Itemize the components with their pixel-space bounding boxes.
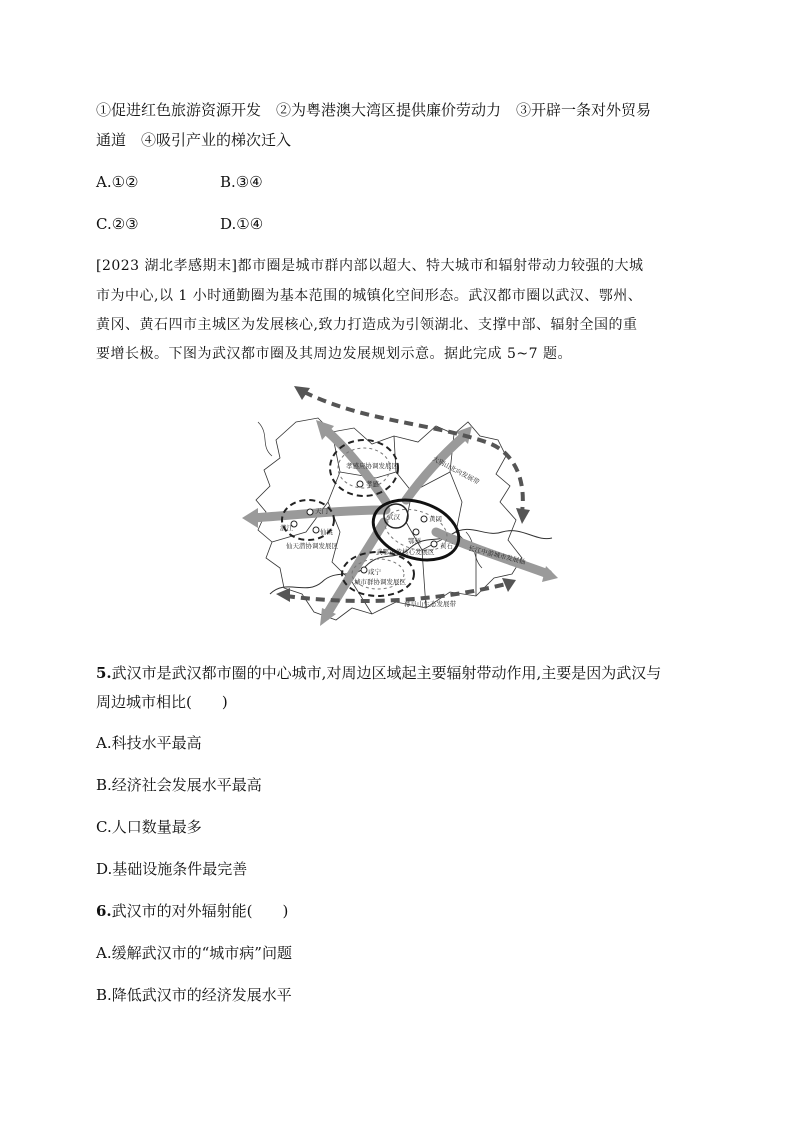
q5-option-d[interactable]: D.基础设施条件最完善 (96, 860, 248, 878)
xiaogan-dot (357, 481, 363, 487)
q4-options-line-2: 通道 ④吸引产业的梯次迁入 (96, 131, 292, 149)
label-tianmen: 天门 (315, 507, 328, 515)
huanggang-dot (421, 516, 427, 522)
q4-choice-d[interactable]: D.①④ (220, 215, 264, 233)
label-huanggang: 黄冈 (429, 515, 442, 523)
intro-line-4: 要增长极。下图为武汉都市圈及其周边发展规划示意。据此完成 5~7 题。 (96, 346, 572, 362)
q5-stem-line-2: 周边城市相比( ) (96, 693, 228, 711)
tianmen-dot (307, 509, 313, 515)
label-south-zone: 城市群协调发展区 (354, 578, 406, 586)
q6-number: 6. (96, 902, 112, 920)
intro-line-1: [2023 湖北孝感期末]都市圈是城市群内部以超大、特大城市和辐射带动力较强的大城 (96, 258, 644, 274)
belt-south (286, 584, 506, 601)
q6-stem-text: 武汉市的对外辐射能( ) (111, 902, 289, 920)
label-xiantao: 仙桃 (320, 528, 333, 536)
q6-option-b[interactable]: B.降低武汉市的经济发展水平 (96, 986, 292, 1004)
label-west-zone: 仙天潜协调发展区 (286, 542, 338, 550)
q5-stem-line-1 (96, 663, 661, 683)
label-dabie: 大别山北向发展带 (431, 454, 481, 487)
q4-options-line-1: ①促进红色旅游资源开发 ②为粤港澳大湾区提供廉价劳动力 ③开辟一条对外贸易 (96, 101, 652, 119)
label-qianjiang: 潜江 (280, 524, 293, 532)
q5-number: 5. (96, 664, 112, 682)
q6-option-a[interactable]: A.缓解武汉市的“城市病”问题 (96, 944, 292, 962)
wuhan-metro-map (236, 382, 560, 634)
q5-option-a[interactable]: A.科技水平最高 (96, 734, 202, 752)
q5-stem-text: 武汉市是武汉都市圈的中心城市,对周边区域起主要辐射带动作用,主要是因为武汉与 (111, 664, 662, 682)
xianning-dot (361, 567, 367, 573)
q5-option-c[interactable]: C.人口数量最多 (96, 818, 202, 836)
xiantao-dot (313, 527, 319, 533)
intro-line-3: 黄冈、黄石四市主城区为发展核心,致力打造成为引领湖北、支撑中部、辐射全国的重 (96, 317, 638, 333)
label-wuhan: 武汉 (387, 513, 400, 521)
label-huangshi: 黄石 (440, 542, 453, 550)
label-xianning: 咸宁 (368, 568, 381, 576)
label-xiaogan: 孝感 (366, 480, 379, 488)
q6-stem (96, 901, 288, 921)
label-central-zone: 武鄂黄黄核心发展区 (376, 548, 435, 556)
q4-choice-b[interactable]: B.③④ (220, 173, 263, 191)
huangshi-dot (431, 541, 437, 547)
intro-line-2: 市为中心,以 1 小时通勤圈为基本范围的城镇化空间形态。武汉都市圈以武汉、鄂州、 (96, 288, 643, 304)
label-ezhou: 鄂州 (408, 537, 421, 545)
q4-choice-a[interactable]: A.①② (96, 173, 139, 191)
label-mufu: 幕阜山生态发展带 (404, 600, 456, 608)
q5-option-b[interactable]: B.经济社会发展水平最高 (96, 776, 262, 794)
label-xiaogan-zone: 孝感应协调发展区 (346, 462, 398, 470)
label-east-belt: 长江中游城市发展轴 (467, 544, 527, 567)
ezhou-dot (413, 529, 419, 535)
q4-choice-c[interactable]: C.②③ (96, 215, 139, 233)
